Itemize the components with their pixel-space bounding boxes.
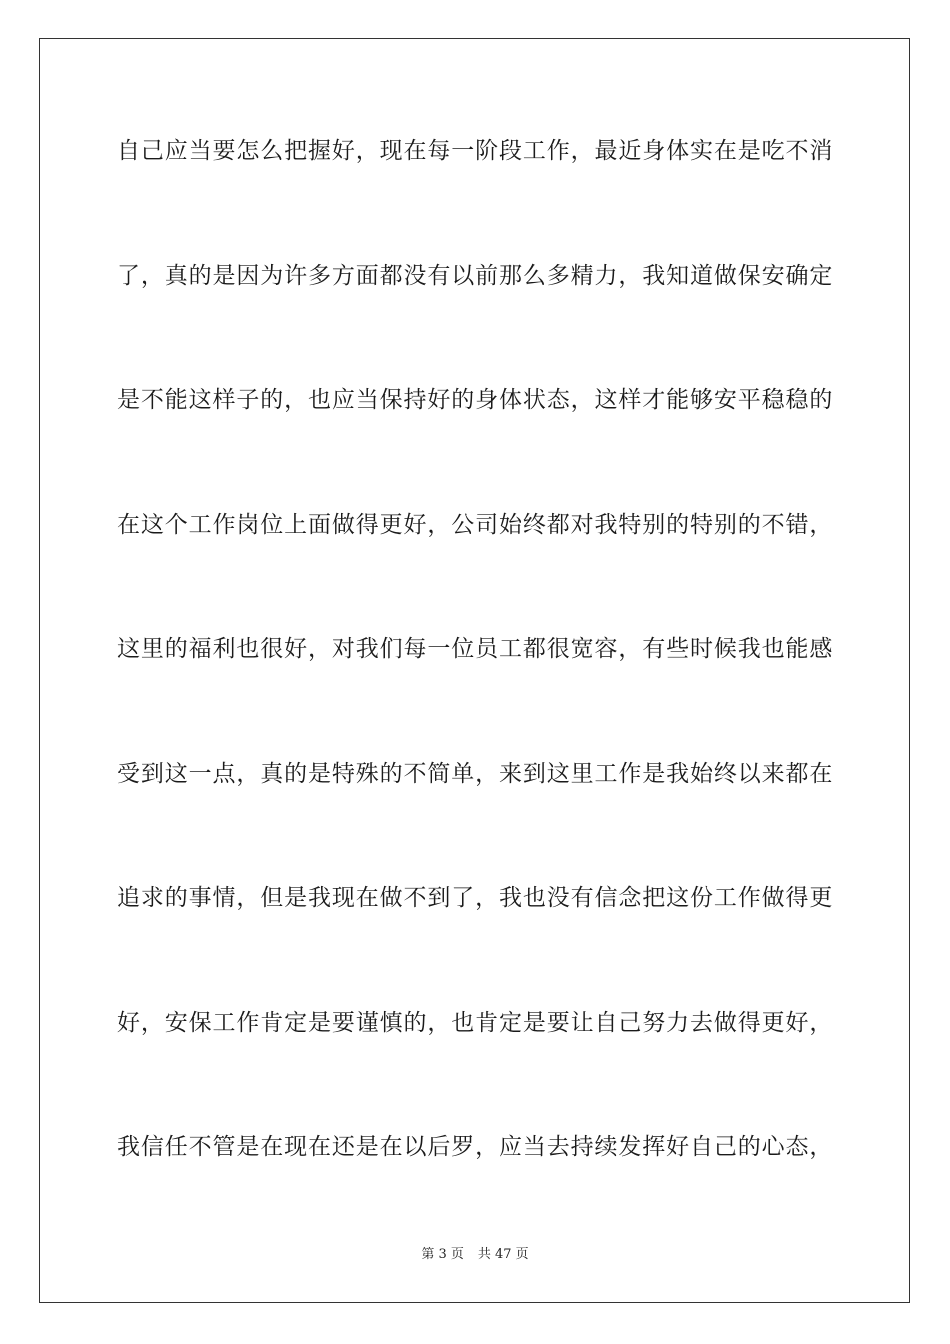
page-total: 共 47 页: [477, 1247, 529, 1262]
page-footer: [0, 1246, 950, 1264]
body-text-line-8: 好，安保工作肯定是要谨慎的，也肯定是要让自己努力去做得更好，: [117, 1010, 833, 1036]
body-text-line-6: 受到这一点，真的是特殊的不简单，来到这里工作是我始终以来都在: [117, 761, 833, 787]
page-border: [39, 38, 910, 1303]
body-text-line-9: 我信任不管是在现在还是在以后罗，应当去持续发挥好自己的心态，: [117, 1134, 833, 1160]
body-text-line-1: 自己应当要怎么把握好，现在每一阶段工作，最近身体实在是吃不消: [117, 138, 833, 164]
body-text-line-4: 在这个工作岗位上面做得更好，公司始终都对我特别的特别的不错，: [117, 512, 833, 538]
page-number: 第 3 页: [421, 1247, 464, 1262]
body-text-line-2: 了，真的是因为许多方面都没有以前那么多精力，我知道做保安确定: [117, 263, 833, 289]
body-text-line-5: 这里的福利也很好，对我们每一位员工都很宽容，有些时候我也能感: [117, 636, 833, 662]
body-text-line-3: 是不能这样子的，也应当保持好的身体状态，这样才能够安平稳稳的: [117, 387, 833, 413]
body-text-line-7: 追求的事情，但是我现在做不到了，我也没有信念把这份工作做得更: [117, 885, 833, 911]
